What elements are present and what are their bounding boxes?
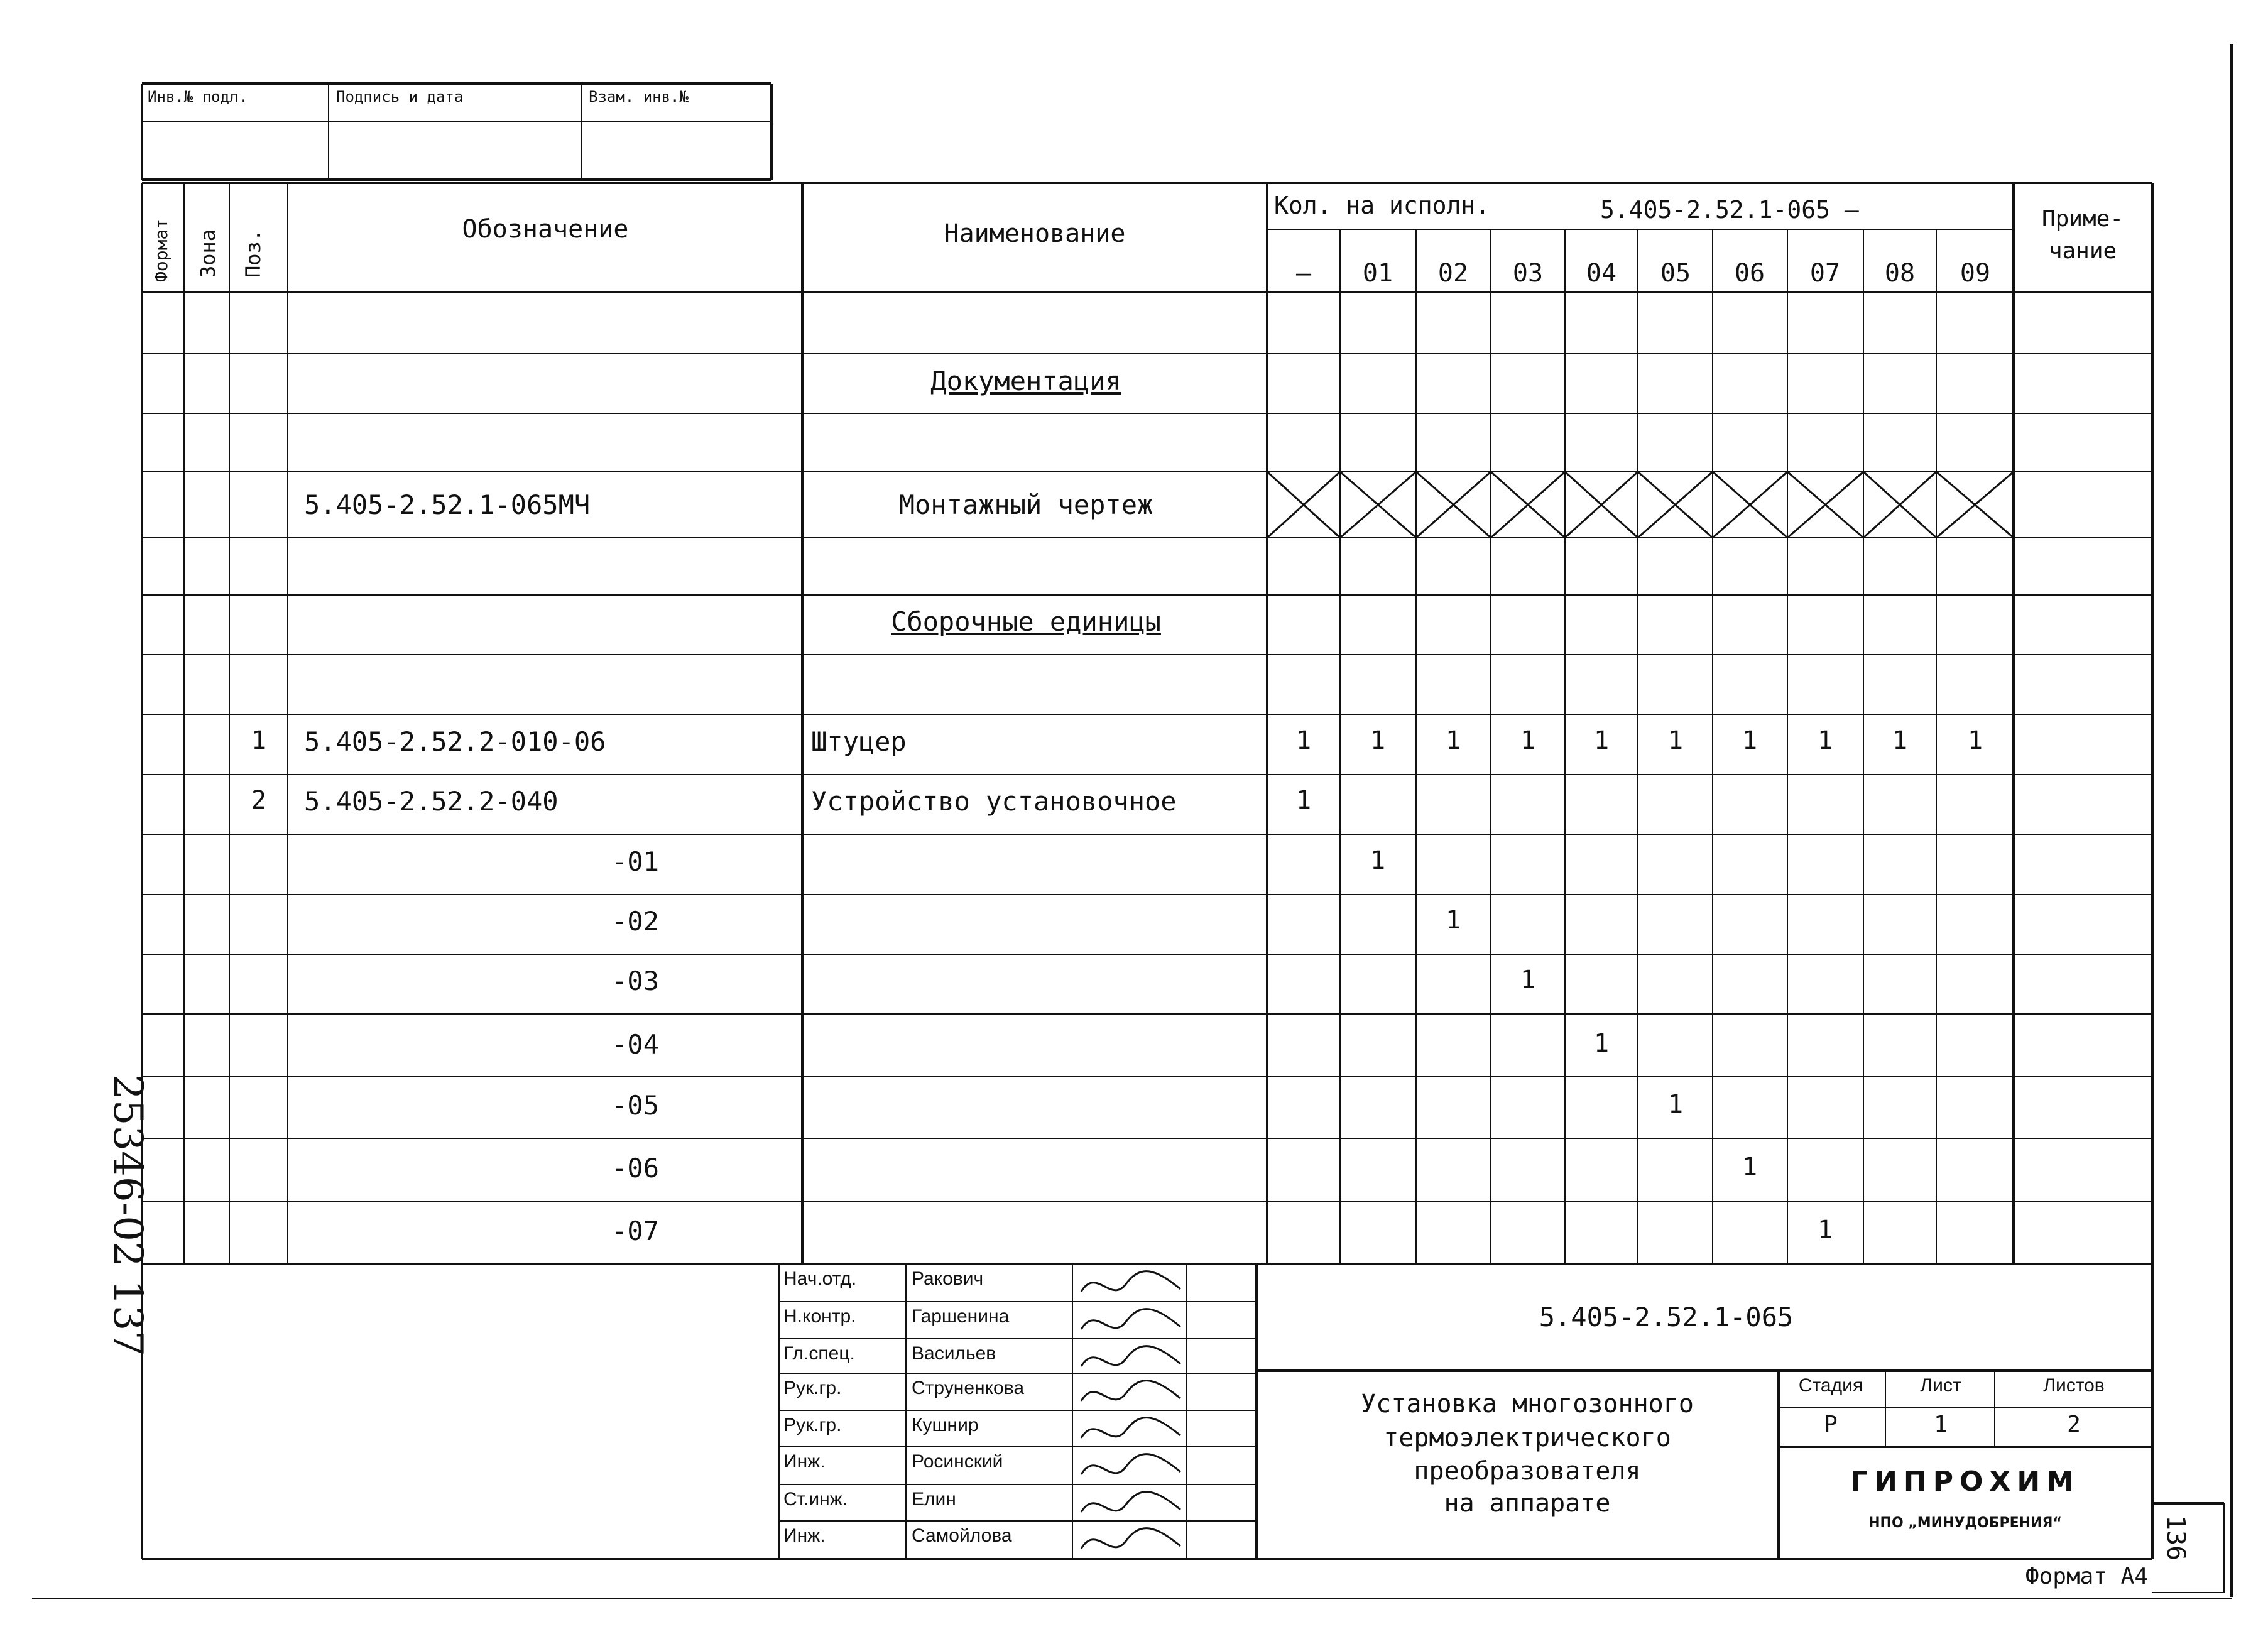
row-oboznachenie: -06 xyxy=(611,1153,659,1184)
signature-role: Рук.гр. xyxy=(783,1378,842,1398)
variant-header-4: 04 xyxy=(1586,259,1617,288)
qty-cell: 1 xyxy=(1295,726,1312,755)
row-oboznachenie: 5.405-2.52.2-040 xyxy=(304,786,559,817)
row-poz: 2 xyxy=(251,786,267,815)
signature-role: Ст.инж. xyxy=(783,1489,848,1510)
signature-scribble xyxy=(1081,1528,1180,1549)
qty-cell: 1 xyxy=(1892,726,1908,755)
qty-cell: 1 xyxy=(1742,1153,1758,1182)
variant-header-8: 08 xyxy=(1884,259,1916,288)
row-oboznachenie: -05 xyxy=(611,1090,659,1121)
qty-cell: 1 xyxy=(1667,1090,1684,1119)
signature-name: Росинский xyxy=(912,1451,1003,1472)
signature-role: Н.контр. xyxy=(783,1306,856,1327)
col-naimenovanie: Наименование xyxy=(944,219,1126,248)
qty-cell: 1 xyxy=(1295,786,1312,815)
format-label: Формат А4 xyxy=(2025,1564,2148,1589)
signature-name: Струненкова xyxy=(912,1378,1025,1398)
row-oboznachenie: 5.405-2.52.2-010-06 xyxy=(304,726,606,757)
variant-header-2: 02 xyxy=(1437,259,1469,288)
qty-cell: 1 xyxy=(1520,966,1536,994)
org-name: ГИПРОХИМ xyxy=(1850,1466,2080,1498)
stamp-inv-podl: Инв.№ подл. xyxy=(148,88,248,106)
col-kol-label: Кол. на исполн. xyxy=(1274,192,1490,219)
signature-name: Ракович xyxy=(912,1268,984,1289)
variant-header-5: 05 xyxy=(1660,259,1691,288)
qty-cell: 1 xyxy=(1445,906,1461,935)
variant-header-3: 03 xyxy=(1512,259,1544,288)
rule-line xyxy=(1885,1371,1886,1447)
row-naimenovanie: Монтажный чертеж xyxy=(898,489,1153,520)
section-heading: Документация xyxy=(930,366,1121,396)
title-line: преобразователя xyxy=(1414,1457,1641,1486)
stage-value: Р xyxy=(1824,1412,1838,1437)
page-number: 136 xyxy=(2161,1515,2190,1561)
col-zona: Зона xyxy=(196,229,220,278)
rule-line xyxy=(1777,1371,1780,1559)
sheet-value: 1 xyxy=(1934,1412,1948,1437)
signature-name: Кушнир xyxy=(912,1415,979,1435)
qty-cell: 1 xyxy=(1370,726,1386,755)
signature-name: Васильев xyxy=(912,1343,996,1364)
signature-scribble xyxy=(1081,1418,1180,1438)
qty-cell: 1 xyxy=(1520,726,1536,755)
signature-scribble xyxy=(1081,1381,1180,1401)
signature-scribble xyxy=(1081,1309,1180,1329)
row-oboznachenie: -03 xyxy=(611,966,659,996)
qty-cell: 1 xyxy=(1817,726,1833,755)
title-line: Установка многозонного xyxy=(1361,1390,1694,1418)
signature-scribble xyxy=(1081,1346,1180,1366)
signature-role: Инж. xyxy=(783,1525,826,1546)
qty-cell: 1 xyxy=(1742,726,1758,755)
signature-name: Елин xyxy=(912,1489,956,1510)
stamp-vzam-inv: Взам. инв.№ xyxy=(589,88,689,106)
qty-cell: 1 xyxy=(1370,846,1386,875)
sheet-label: Лист xyxy=(1920,1375,1961,1396)
col-oboznachenie: Обозначение xyxy=(462,215,629,244)
signature-role: Рук.гр. xyxy=(783,1415,842,1435)
row-oboznachenie: -04 xyxy=(611,1029,659,1060)
row-poz: 1 xyxy=(251,726,267,755)
rule-line xyxy=(1779,1446,2152,1448)
variant-header-0: – xyxy=(1295,259,1312,288)
sheets-label: Листов xyxy=(2043,1375,2105,1396)
col-poz: Поз. xyxy=(241,229,265,278)
signature-scribble xyxy=(1081,1492,1180,1512)
variant-header-6: 06 xyxy=(1734,259,1765,288)
doc-code: 5.405-2.52.1-065 xyxy=(1539,1302,1794,1332)
variant-header-1: 01 xyxy=(1362,259,1393,288)
qty-cell: 1 xyxy=(1967,726,1983,755)
rule-line xyxy=(2152,1502,2224,1505)
rule-line xyxy=(1994,1371,1995,1447)
signature-scribble xyxy=(1081,1271,1180,1292)
row-oboznachenie: -07 xyxy=(611,1216,659,1246)
variant-header-9: 09 xyxy=(1960,259,1991,288)
rule-line xyxy=(1779,1407,2152,1408)
signature-name: Самойлова xyxy=(912,1525,1012,1546)
title-line: термоэлектрического xyxy=(1383,1424,1671,1452)
qty-cell: 1 xyxy=(1445,726,1461,755)
outer-bottom-rule xyxy=(32,1598,2232,1599)
signature-role: Гл.спец. xyxy=(783,1343,855,1364)
qty-cell: 1 xyxy=(1593,726,1610,755)
col-primechanie: Приме- xyxy=(2041,206,2124,232)
col-primechanie: чание xyxy=(2048,238,2117,264)
rule-line xyxy=(1257,1369,2152,1372)
section-heading: Сборочные единицы xyxy=(891,606,1161,637)
signature-scribble xyxy=(1081,1454,1180,1474)
stamp-podpis-data: Подпись и дата xyxy=(336,88,464,106)
sheets-value: 2 xyxy=(2067,1412,2081,1437)
row-oboznachenie: -01 xyxy=(611,846,659,877)
org-subtitle: НПО „МИНУДОБРЕНИЯ“ xyxy=(1868,1515,2062,1531)
row-naimenovanie: Устройство установочное xyxy=(811,786,1177,817)
qty-cell: 1 xyxy=(1593,1029,1610,1058)
signature-name: Гаршенина xyxy=(912,1306,1010,1327)
col-kol-code: 5.405-2.52.1-065 – xyxy=(1600,196,1859,224)
outer-right-border xyxy=(2230,44,2233,1597)
title-line: на аппарате xyxy=(1444,1489,1611,1518)
rule-line xyxy=(2223,1503,2225,1593)
variant-header-7: 07 xyxy=(1809,259,1841,288)
stage-label: Стадия xyxy=(1798,1375,1863,1396)
row-oboznachenie: 5.405-2.52.1-065МЧ xyxy=(304,489,591,520)
rule-line xyxy=(2152,1592,2224,1593)
row-naimenovanie: Штуцер xyxy=(811,726,907,757)
qty-cell: 1 xyxy=(1667,726,1684,755)
signature-role: Нач.отд. xyxy=(783,1268,857,1289)
signature-role: Инж. xyxy=(783,1451,826,1472)
margin-handwritten-number: 25346-02 137 xyxy=(104,1074,151,1357)
col-format: Формат xyxy=(151,218,172,282)
qty-cell: 1 xyxy=(1817,1216,1833,1244)
row-oboznachenie: -02 xyxy=(611,906,659,937)
